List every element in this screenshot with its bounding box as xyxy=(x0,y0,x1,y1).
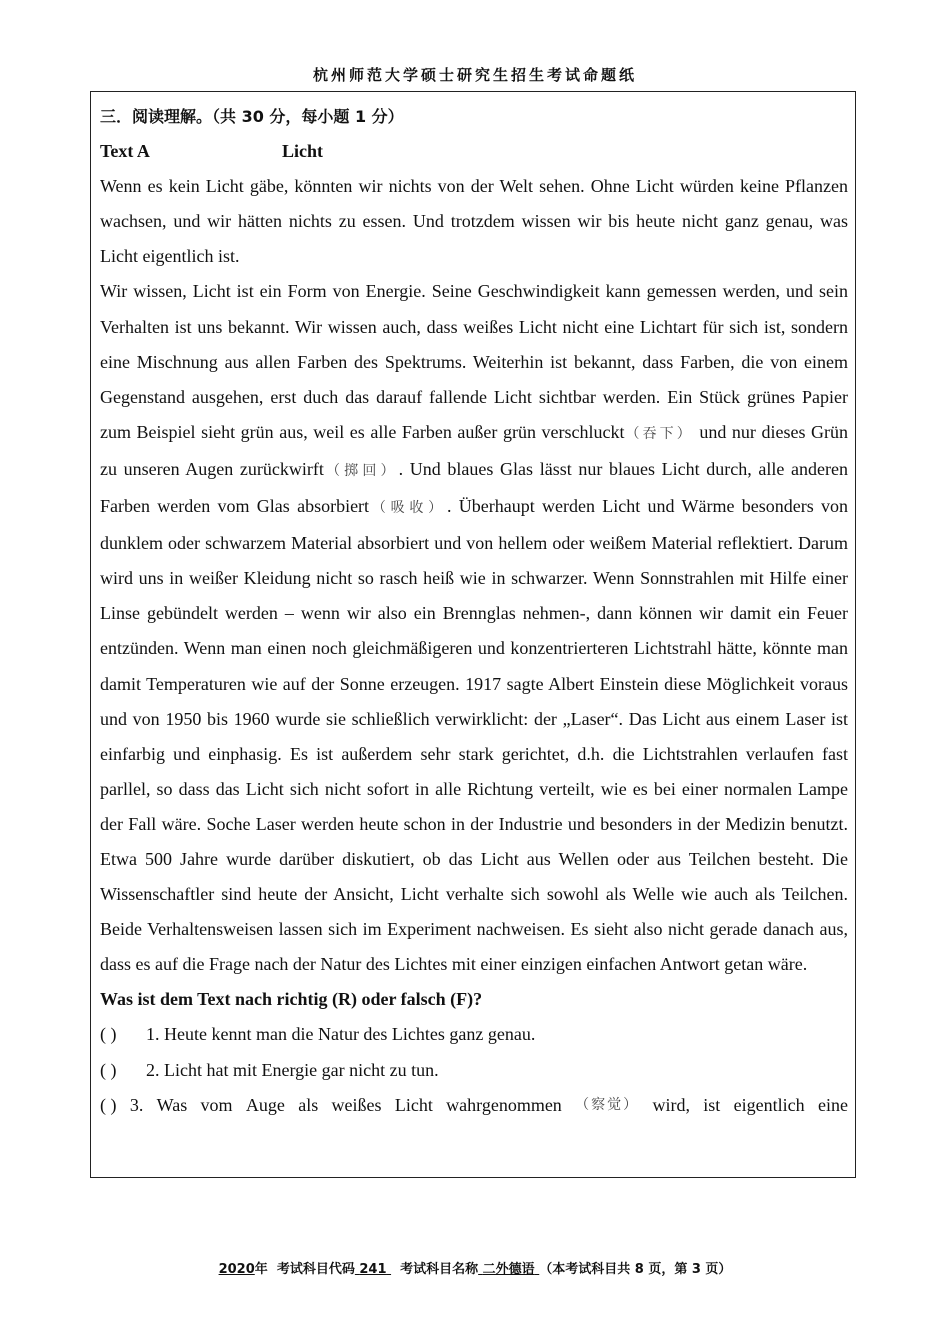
exam-year: 2020 xyxy=(218,1262,255,1277)
question-1-text: 1. Heute kennt man die Natur des Lichtes ganz genau. xyxy=(146,1024,536,1045)
question-3-word: Auge xyxy=(245,1094,285,1115)
subject-name-value: 二外德语 xyxy=(482,1262,535,1277)
question-3 xyxy=(100,1088,848,1123)
question-3-word: eine xyxy=(817,1094,848,1115)
question-2 xyxy=(100,1053,848,1088)
question-3-word: vom xyxy=(200,1094,233,1115)
answer-blank-2[interactable]: ( ) xyxy=(100,1059,117,1080)
question-3-word: weißes xyxy=(331,1094,382,1115)
question-3-word: wird, xyxy=(652,1094,690,1115)
text-label: Text A xyxy=(100,141,150,162)
exam-paper-header: 杭州师范大学硕士研究生招生考试命题纸 xyxy=(312,66,637,84)
paragraph-1: Wenn es kein Licht gäbe, könnten wir nichts von der Welt sehen. Ohne Licht würden keine Pflanzen wachsen, und wir hätten nichts zu essen. Und trotzdem wissen wir bis heute nicht ganz genau, was Licht eigentlich ist. xyxy=(100,176,848,267)
question-1 xyxy=(100,1017,848,1052)
question-3-word: Licht xyxy=(394,1094,433,1115)
paragraph-2 xyxy=(100,274,848,982)
subject-name-label: 考试科目名称 xyxy=(400,1262,479,1277)
question-3-word: 3. xyxy=(129,1094,144,1115)
text-heading xyxy=(100,134,848,169)
question-2-text: 2. Licht hat mit Energie gar nicht zu tun. xyxy=(146,1059,439,1080)
question-3-word: Was xyxy=(156,1094,188,1115)
section-title: 三．阅读理解。（共 30 分，每小题 1 分） xyxy=(100,107,404,126)
question-3-word: eigentlich xyxy=(733,1094,805,1115)
text-title: Licht xyxy=(282,141,324,162)
chinese-gloss: （察觉） xyxy=(575,1096,640,1113)
subject-code-value: 241 xyxy=(359,1262,387,1277)
answer-blank-1[interactable]: ( ) xyxy=(100,1024,117,1045)
chinese-gloss: （掷回） xyxy=(323,462,399,479)
subject-code-label: 考试科目代码 xyxy=(276,1262,355,1277)
question-3-word: als xyxy=(298,1094,319,1115)
exam-year-suffix: 年 xyxy=(254,1262,268,1277)
subject-name xyxy=(478,1262,539,1277)
answer-blank-3[interactable]: ( ) xyxy=(100,1094,117,1115)
paragraph-2-part-2: und nur dieses Grün zu unseren Augen zurückwirft xyxy=(100,421,849,479)
question-3-word: wahrgenommen xyxy=(446,1094,562,1115)
paragraph-2-part-3: . Und blaues Glas lässt nur blaues Licht durch, alle anderen Farben werden vom Glas absorbiert xyxy=(100,458,848,517)
exam-content-box xyxy=(90,91,856,1178)
chinese-gloss: （吞下） xyxy=(624,425,694,442)
page-footer xyxy=(0,1258,950,1277)
paragraph-2-part-4: . Überhaupt werden Licht und Wärme besonders von dunklem oder schwarzem Material absorbiert und von hellem oder weißem Material reflektiert. Darum wird uns in weißer Kleidung nicht so rasch heiß wie in schwarzer. Wenn Sonnstrahlen mit Hilfe einer Linse gebündelt werden – wenn wir also ein Brennglas nehmen-, dann können wir damit ein Feuer entzünden. Wenn man einen noch gleichmäßigeren und konzentrierteren Lichtstrahl hätte, könnte man damit Temperaturen wie auf der Sonne erzeugen. 1917 sagte Albert Einstein diese Möglichkeit voraus und von 1950 bis 1960 wurde sie schließlich verwirklicht: der „Laser“. Das Licht aus einem Laser ist einfarbig und einphasig. Es ist außerdem sehr stark gerichtet, d.h. die Lichtstrahlen verlaufen fast parllel, so dass das Licht sich nicht sofort in alle Richtung verteilt, wie es bei einer normalen Lampe der Fall wäre. Soche Laser werden heute schon in der Industrie und besonders in der Medizin benutzt. Etwa 500 Jahre wurde darüber diskutiert, ob das Licht aus Wellen oder aus Teilchen besteht. Die Wissenschaftler sind heute der Ansicht, Licht verhalte sich sowohl als Welle wie auch als Teilchen. Beide Verhaltensweisen lassen sich im Experiment nachweisen. Es sieht also nicht gerade danach aus, dass es auf die Frage nach der Natur des Lichtes mit einer einzigen einfachen Antwort getan wäre. xyxy=(100,496,848,975)
question-3-word: ist xyxy=(703,1094,721,1115)
paragraph-2-part-1: Wir wissen, Licht ist ein Form von Energie. Seine Geschwindigkeit kann gemessen werden, und sein Verhalten ist uns bekannt. Wir wissen auch, dass weißes Licht nicht eine Lichtart für sich ist, sondern eine Mischnung aus allen Farben des Spektrums. Weiterhin ist bekannt, dass Farben, die von einem Gegenstand ausgehen, erst duch das darauf fallende Licht sichtbar werden. Ein Stück grünes Papier zum Beispiel sieht grün aus, weil es alle Farben außer grün verschluckt xyxy=(100,281,848,442)
page-count-note: （本考试科目共 8 页，第 3 页） xyxy=(539,1262,732,1277)
exam-content xyxy=(100,99,848,1123)
subject-code xyxy=(355,1262,391,1277)
question-prompt: Was ist dem Text nach richtig (R) oder falsch (F)? xyxy=(100,989,483,1010)
chinese-gloss: （吸收） xyxy=(369,500,447,517)
